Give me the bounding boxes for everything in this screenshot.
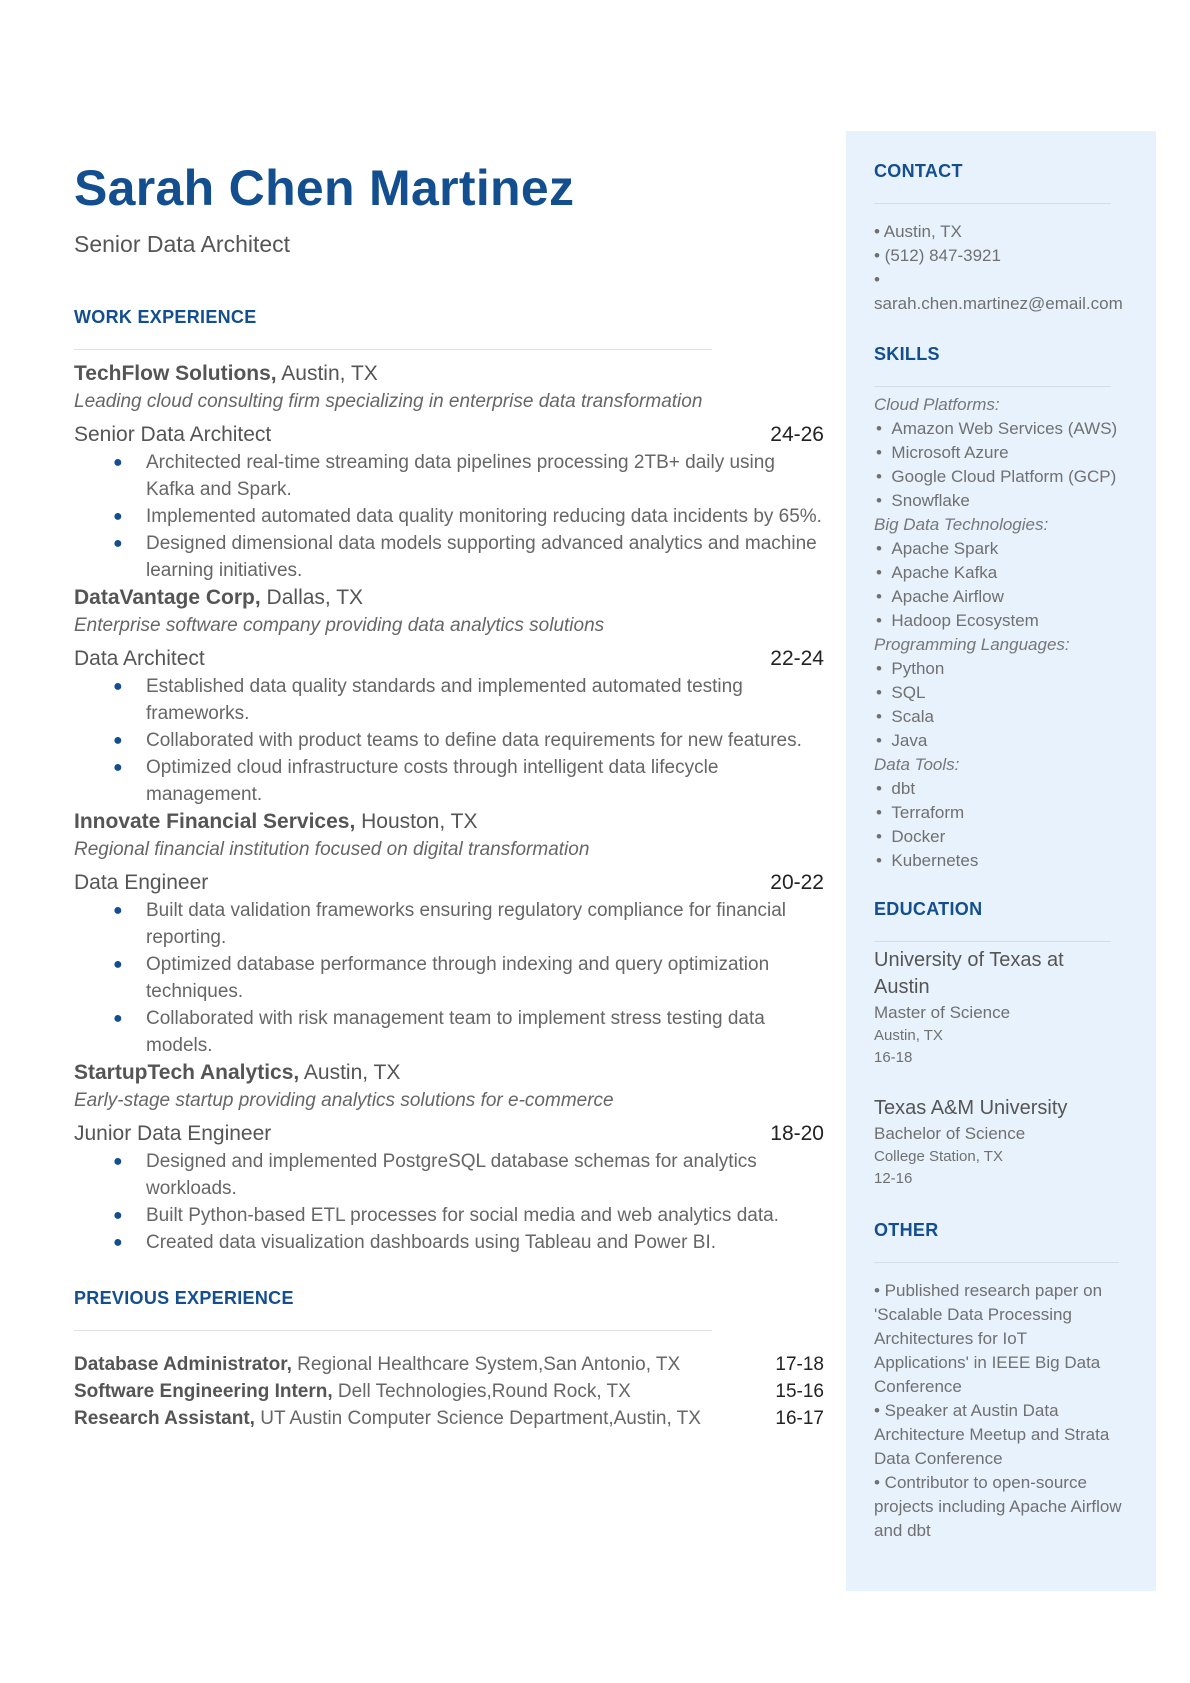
skill-item: • Apache Airflow — [876, 587, 1004, 606]
bullet-item: ● Optimized database performance through indexing and query optimization techniques. — [74, 951, 824, 1005]
education-heading: EDUCATION — [874, 899, 983, 919]
bullet-icon: • — [876, 539, 882, 558]
bullet-dot-icon: ● — [113, 1010, 123, 1027]
contact-email-bullet: • — [874, 270, 880, 289]
contact-location: • Austin, TX — [874, 222, 962, 241]
previous-role: Research Assistant, — [74, 1408, 255, 1429]
bullet-icon: • — [876, 587, 882, 606]
skill-category: Data Tools: — [874, 755, 960, 774]
company-line — [74, 584, 824, 612]
company-line — [74, 360, 824, 388]
company-description: Leading cloud consulting firm specializing in enterprise data transformation — [74, 391, 703, 412]
bullet-item: ● Implemented automated data quality monitoring reducing data incidents by 65%. — [74, 503, 824, 530]
job-dates: 18-20 — [770, 1122, 824, 1145]
company-name: Innovate Financial Services, — [74, 810, 356, 833]
company-description: Early-stage startup providing analytics solutions for e-commerce — [74, 1090, 614, 1111]
previous-dates: 17-18 — [775, 1354, 824, 1375]
bullet-icon: • — [876, 779, 882, 798]
job-bullets — [74, 449, 824, 584]
contact-email[interactable]: sarah.chen.martinez@email.com — [874, 294, 1123, 313]
previous-experience-row — [74, 1405, 824, 1432]
skill-item: • Apache Spark — [876, 539, 999, 558]
work-experience-heading: WORK EXPERIENCE — [74, 307, 257, 327]
bullet-dot-icon: ● — [113, 902, 123, 919]
skill-item: • Amazon Web Services (AWS) — [876, 419, 1118, 438]
other-item: • Contributor to open-source projects including Apache Airflow and dbt — [874, 1473, 1122, 1540]
company-description: Regional financial institution focused on digital transformation — [74, 839, 590, 860]
skill-item: • Hadoop Ecosystem — [876, 611, 1039, 630]
section-divider — [74, 1330, 712, 1331]
bullet-dot-icon: ● — [113, 1234, 123, 1251]
job-entry — [74, 1059, 824, 1256]
previous-org: UT Austin Computer Science Department,Austin, TX — [254, 1408, 701, 1429]
bullet-dot-icon: ● — [113, 454, 123, 471]
bullet-item: ● Designed dimensional data models supporting advanced analytics and machine learning initiatives. — [74, 530, 824, 584]
sidebar-content — [874, 161, 1136, 1543]
job-title: Senior Data Architect — [74, 423, 272, 446]
company-location: Houston, TX — [355, 810, 478, 833]
section-divider — [874, 1262, 1119, 1263]
bullet-icon: • — [876, 611, 882, 630]
skill-category: Big Data Technologies: — [874, 515, 1049, 534]
section-divider — [874, 386, 1111, 387]
company-name: StartupTech Analytics, — [74, 1061, 300, 1084]
job-title-row — [74, 421, 824, 449]
bullet-item: ● Built data validation frameworks ensuring regulatory compliance for financial reporting. — [74, 897, 824, 951]
job-title-row — [74, 869, 824, 897]
sidebar — [846, 131, 1156, 1591]
job-bullets — [74, 897, 824, 1059]
bullet-icon: • — [876, 491, 882, 510]
education-entry — [874, 1095, 1136, 1190]
bullet-dot-icon: ● — [113, 1207, 123, 1224]
skill-item: • Docker — [876, 827, 946, 846]
section-divider — [874, 203, 1111, 204]
skill-item: • Google Cloud Platform (GCP) — [876, 467, 1117, 486]
job-title: Data Engineer — [74, 871, 209, 894]
bullet-icon: • — [876, 803, 882, 822]
previous-experience-list — [74, 1351, 824, 1432]
bullet-item: ● Established data quality standards and implemented automated testing frameworks. — [74, 673, 824, 727]
job-dates: 20-22 — [770, 871, 824, 894]
company-location: Austin, TX — [299, 1061, 401, 1084]
skills-list — [874, 393, 1136, 873]
education-location: College Station, TX — [874, 1148, 1003, 1165]
education-entry — [874, 947, 1136, 1069]
other-list — [874, 1279, 1124, 1543]
bullet-icon: • — [876, 659, 882, 678]
skill-item: • Apache Kafka — [876, 563, 998, 582]
skills-heading: SKILLS — [874, 344, 940, 364]
company-line — [74, 808, 824, 836]
bullet-icon: • — [876, 707, 882, 726]
job-title: Data Architect — [74, 647, 205, 670]
company-name: TechFlow Solutions, — [74, 362, 277, 385]
bullet-icon: • — [876, 683, 882, 702]
previous-dates: 16-17 — [775, 1408, 824, 1429]
company-location: Austin, TX — [276, 362, 378, 385]
company-description: Enterprise software company providing data analytics solutions — [74, 615, 605, 636]
contact-phone: • (512) 847-3921 — [874, 246, 1001, 265]
previous-org: Dell Technologies,Round Rock, TX — [332, 1381, 631, 1402]
job-title-row — [74, 1120, 824, 1148]
education-dates: 16-18 — [874, 1049, 913, 1066]
skill-item: • Snowflake — [876, 491, 970, 510]
bullet-dot-icon: ● — [113, 508, 123, 525]
contact-heading: CONTACT — [874, 161, 963, 181]
job-entry — [74, 584, 824, 808]
skill-item: • Java — [876, 731, 928, 750]
job-title: Junior Data Engineer — [74, 1122, 272, 1145]
bullet-item: ● Designed and implemented PostgreSQL database schemas for analytics workloads. — [74, 1148, 824, 1202]
company-location: Dallas, TX — [260, 586, 364, 609]
previous-experience-heading: PREVIOUS EXPERIENCE — [74, 1288, 294, 1308]
previous-org: Regional Healthcare System,San Antonio, TX — [291, 1354, 681, 1375]
bullet-dot-icon: ● — [113, 956, 123, 973]
bullet-item: ● Optimized cloud infrastructure costs through intelligent data lifecycle management. — [74, 754, 824, 808]
skill-item: • Terraform — [876, 803, 965, 822]
bullet-icon: • — [876, 467, 882, 486]
skill-item: • Microsoft Azure — [876, 443, 1009, 462]
bullet-item: ● Architected real-time streaming data pipelines processing 2TB+ daily using Kafka and Spark. — [74, 449, 824, 503]
job-bullets — [74, 673, 824, 808]
bullet-dot-icon: ● — [113, 759, 123, 776]
education-school: University of Texas at Austin — [874, 949, 1064, 998]
previous-role: Software Engineering Intern, — [74, 1381, 333, 1402]
job-entry — [74, 808, 824, 1059]
bullet-item: ● Built Python-based ETL processes for social media and web analytics data. — [74, 1202, 824, 1229]
bullet-icon: • — [876, 563, 882, 582]
education-location: Austin, TX — [874, 1027, 943, 1044]
skill-item: • SQL — [876, 683, 926, 702]
bullet-dot-icon: ● — [113, 1153, 123, 1170]
company-name: DataVantage Corp, — [74, 586, 261, 609]
main-column — [74, 160, 824, 1432]
previous-role: Database Administrator, — [74, 1354, 292, 1375]
job-title-row — [74, 645, 824, 673]
section-divider — [74, 349, 712, 350]
bullet-icon: • — [876, 827, 882, 846]
other-item: • Published research paper on 'Scalable Data Processing Architectures for IoT Applications' in IEEE Big Data Conference — [874, 1281, 1103, 1396]
other-item: • Speaker at Austin Data Architecture Meetup and Strata Data Conference — [874, 1401, 1110, 1468]
bullet-item: ● Collaborated with risk management team to implement stress testing data models. — [74, 1005, 824, 1059]
bullet-icon: • — [876, 851, 882, 870]
skill-category: Programming Languages: — [874, 635, 1070, 654]
job-entry — [74, 360, 824, 584]
job-bullets — [74, 1148, 824, 1256]
bullet-icon: • — [876, 443, 882, 462]
previous-experience-row — [74, 1378, 824, 1405]
bullet-icon: • — [876, 419, 882, 438]
skill-category: Cloud Platforms: — [874, 395, 1000, 414]
bullet-icon: • — [876, 731, 882, 750]
company-line — [74, 1059, 824, 1087]
other-heading: OTHER — [874, 1220, 939, 1240]
education-degree: Master of Science — [874, 1003, 1011, 1022]
previous-dates: 15-16 — [775, 1381, 824, 1402]
candidate-name: Sarah Chen Martinez — [74, 160, 575, 216]
contact-list — [874, 220, 1136, 316]
education-dates: 12-16 — [874, 1170, 913, 1187]
skill-item: • Kubernetes — [876, 851, 979, 870]
education-degree: Bachelor of Science — [874, 1124, 1026, 1143]
skill-item: • Python — [876, 659, 945, 678]
job-dates: 24-26 — [770, 423, 824, 446]
previous-experience-row — [74, 1351, 824, 1378]
education-school: Texas A&M University — [874, 1097, 1068, 1119]
bullet-dot-icon: ● — [113, 535, 123, 552]
bullet-item: ● Created data visualization dashboards using Tableau and Power BI. — [74, 1229, 824, 1256]
skill-item: • Scala — [876, 707, 934, 726]
section-divider — [874, 941, 1111, 942]
bullet-item: ● Collaborated with product teams to define data requirements for new features. — [74, 727, 824, 754]
bullet-dot-icon: ● — [113, 678, 123, 695]
skill-item: • dbt — [876, 779, 916, 798]
candidate-title: Senior Data Architect — [74, 231, 291, 257]
bullet-dot-icon: ● — [113, 732, 123, 749]
job-dates: 22-24 — [770, 647, 824, 670]
